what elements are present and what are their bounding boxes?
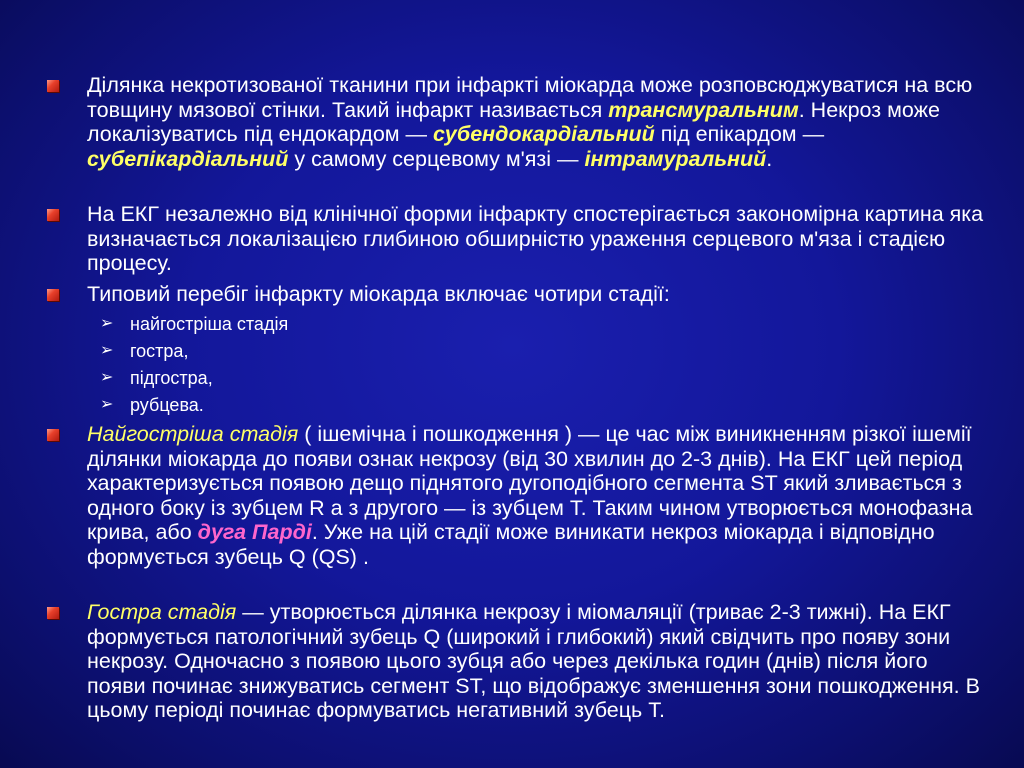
text: Типовий перебіг інфаркту міокарда включає чотири стадії:: [87, 282, 670, 306]
text: ( ішемічна і пошкодження ) — це час між виникненням різкої ішемії ділянки міокарда до появи ознак некрозу (від 30 хвилин до 2-3 днів). На ЕКГ цей період характеризується появою дещо піднятого дугоподібного сегмента ST: [87, 422, 972, 495]
term-transmural: трансмуральним: [608, 97, 799, 122]
paragraph-5: [87, 600, 984, 723]
text: яка визначається локалізацією: [87, 202, 984, 251]
text: а з другого — із зубцем Т. Таким чином: [324, 495, 721, 520]
text: незалежно від клінічної форми інфаркту: [158, 202, 567, 226]
paragraph-4: [87, 422, 984, 569]
stage-item: рубцева.: [130, 395, 204, 415]
term-acute-stage: Гостра стадія: [87, 600, 237, 624]
bullet-marker: [47, 80, 59, 92]
text: спостерігається закономірна картина: [567, 202, 944, 226]
paragraph-2: [87, 202, 984, 276]
text: або через декілька годин (днів) після його появи починає знижуватись сегмент ST, що відображує зменшення зони пошкодження. В цьому періоді починає формуватись негативний зубець Т.: [87, 649, 980, 722]
text: обширністю ураження серцевого м'яза і стадією процесу.: [87, 226, 946, 275]
text: який зливається з одного боку із зубцем R: [87, 471, 962, 520]
text: . Уже на цій стадії може виникати некроз міокарда і відповідно формується зубець Q (QS) .: [87, 520, 935, 569]
text: . Некроз може локалізуватись під ендокардом —: [87, 97, 940, 146]
term-pardee-arc: дуга Парді: [197, 520, 312, 544]
term-subepicardial: субепікардіальний: [87, 146, 289, 171]
term-intramural: інтрамуральний: [584, 146, 767, 171]
text: утворюється монофазна крива, або: [87, 495, 973, 544]
text: На ЕКГ: [87, 202, 159, 226]
text: глибиною: [357, 226, 460, 251]
arrow-bullet-icon: ➢: [100, 315, 114, 332]
bullet-marker: [47, 289, 59, 301]
text: який свідчить про появу зони некрозу. Одночасно з появою цього зубця: [87, 624, 951, 673]
stage-item: найгостріша стадія: [130, 314, 289, 334]
bullet-marker: [47, 429, 59, 441]
paragraph-1: [87, 73, 984, 171]
stage-item: гостра,: [130, 341, 189, 361]
text: у самому серцевому м'язі —: [288, 146, 585, 171]
text: язової стінки. Такий інфаркт називається: [193, 97, 609, 122]
arrow-bullet-icon: ➢: [100, 396, 114, 413]
bullet-marker: [47, 209, 59, 221]
text: — утворюється ділянка некрозу і міомаляції (триває 2-3 тижні). На ЕКГ формується патологічний зубець Q (широкий і глибокий): [87, 600, 951, 649]
text: під епікардом —: [654, 122, 825, 146]
arrow-bullet-icon: ➢: [100, 369, 114, 386]
term-subendocardial: субендокардіальний: [433, 122, 655, 146]
stage-item: підгостра,: [130, 368, 213, 388]
bullet-marker: [47, 607, 59, 619]
term-most-acute-stage: Найгостріша стадія: [87, 422, 299, 446]
text: Ділянка некротизованої тканини при інфаркті міокарда може розповсюджуватися на всю товщину м: [87, 73, 973, 122]
paragraph-3: [87, 282, 984, 307]
arrow-bullet-icon: ➢: [100, 342, 114, 359]
text: .: [766, 146, 773, 171]
